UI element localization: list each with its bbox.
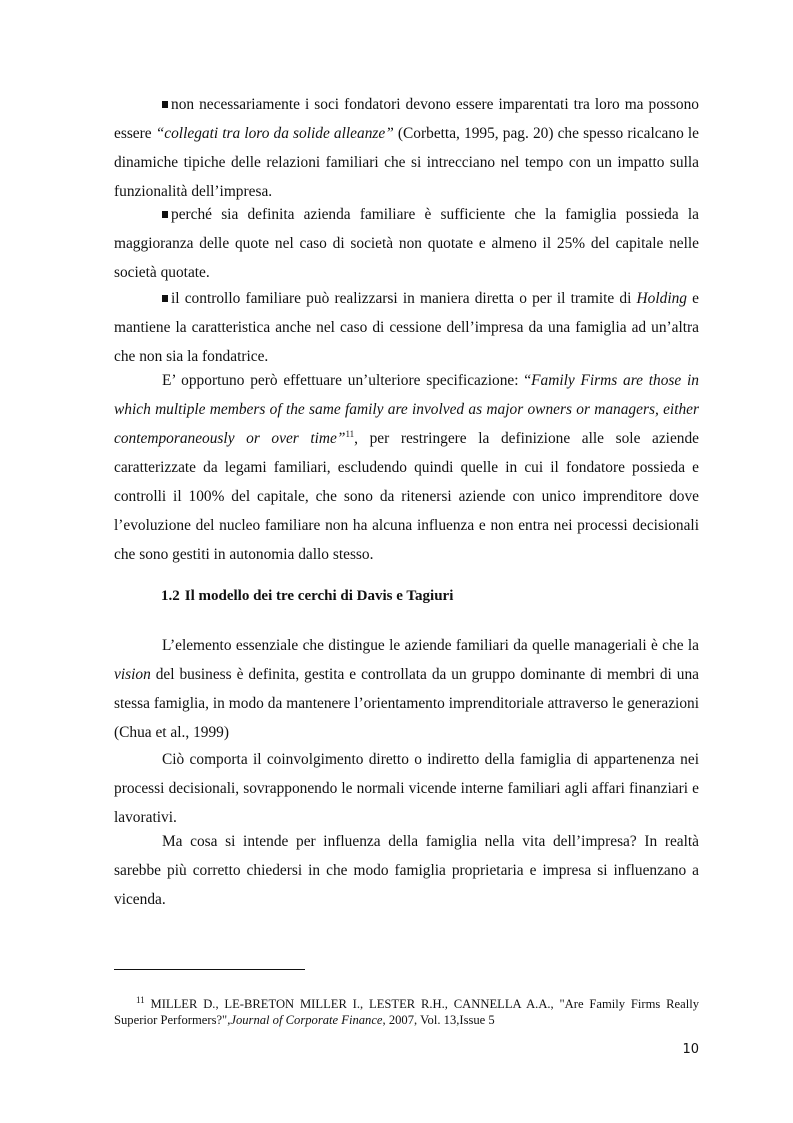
- bullet-paragraph-3: il controllo familiare può realizzarsi in maniera diretta o per il tramite di Holding e mantiene la caratteristica anche nel caso di cessione dell’impresa da una famiglia ad un’altra che non sia la fondatrice.: [114, 290, 699, 365]
- section-paragraph-1: L’elemento essenziale che distingue le aziende familiari da quelle manageriali è che la vision del business è definita, gestita e controllata da un gruppo dominante di membri di una stessa famiglia, in modo da mantenere l’orientamento imprenditoriale attraverso le generazioni (Chua et al., 1999): [114, 637, 699, 741]
- bullet-paragraph-1: non necessariamente i soci fondatori devono essere imparentati tra loro ma possono essere “collegati tra loro da solide alleanze” (Corbetta, 1995, pag. 20) che spesso ricalcano le dinamiche tipiche delle relazioni familiari che si intrecciano nel tempo con un impatto sulla funzionalità dell’impresa.: [114, 96, 699, 200]
- section-paragraph-2: Ciò comporta il coinvolgimento diretto o indiretto della famiglia di appartenenza nei processi decisionali, sovrapponendo le normali vicende interne familiari agli affari finanziari e lavorativi.: [114, 751, 699, 826]
- bullet-paragraph-2: perché sia definita azienda familiare è sufficiente che la famiglia possieda la maggioranza delle quote nel caso di società non quotate e almeno il 25% del capitale nelle società quotate.: [114, 206, 699, 281]
- page-number: 10: [682, 1042, 699, 1057]
- section-paragraph-3: Ma cosa si intende per influenza della famiglia nella vita dell’impresa? In realtà sarebbe più corretto chiedersi in che modo famiglia proprietaria e impresa si influenzano a vicenda.: [114, 833, 699, 908]
- footnote-separator: [114, 969, 305, 970]
- square-bullet-icon: [162, 295, 168, 302]
- english-quote: Family Firms are those in which multiple members of the same family are involved as major owners or managers, either contemporaneously or over time”: [114, 372, 699, 447]
- footnote: $^{11}$ MILLER D., LE-BRETON MILLER I., LESTER R.H., CANNELLA A.A., "Are Family Firms Really Superior Performers?",Journal of Corporate Finance, 2007, Vol. 13,Issue 5: [114, 994, 699, 1027]
- inline-quote: “collegati tra loro da solide alleanze”: [155, 125, 394, 142]
- specification-paragraph: E’ opportuno però effettuare un’ulteriore specificazione: “Family Firms are those in which multiple members of the same family are involved as major owners or managers, either contemporaneously or over time”$^{11}$, per restringere la definizione alle sole aziende caratterizzate da legami familiari, escludendo quindi quelle in cui il fondatore possieda e controlli il 100% del capitale, che sono da ritenersi aziende con unico imprenditore dove l’evoluzione del nucleo familiare non ha alcuna influenza e non entra nei processi decisionali che sono gestiti in autonomia dallo stesso.: [114, 372, 699, 563]
- square-bullet-icon: [162, 101, 168, 108]
- square-bullet-icon: [162, 211, 168, 218]
- section-heading: 1.2 Il modello dei tre cerchi di Davis e Tagiuri: [161, 588, 454, 604]
- footnote-reference: 11: [345, 428, 355, 439]
